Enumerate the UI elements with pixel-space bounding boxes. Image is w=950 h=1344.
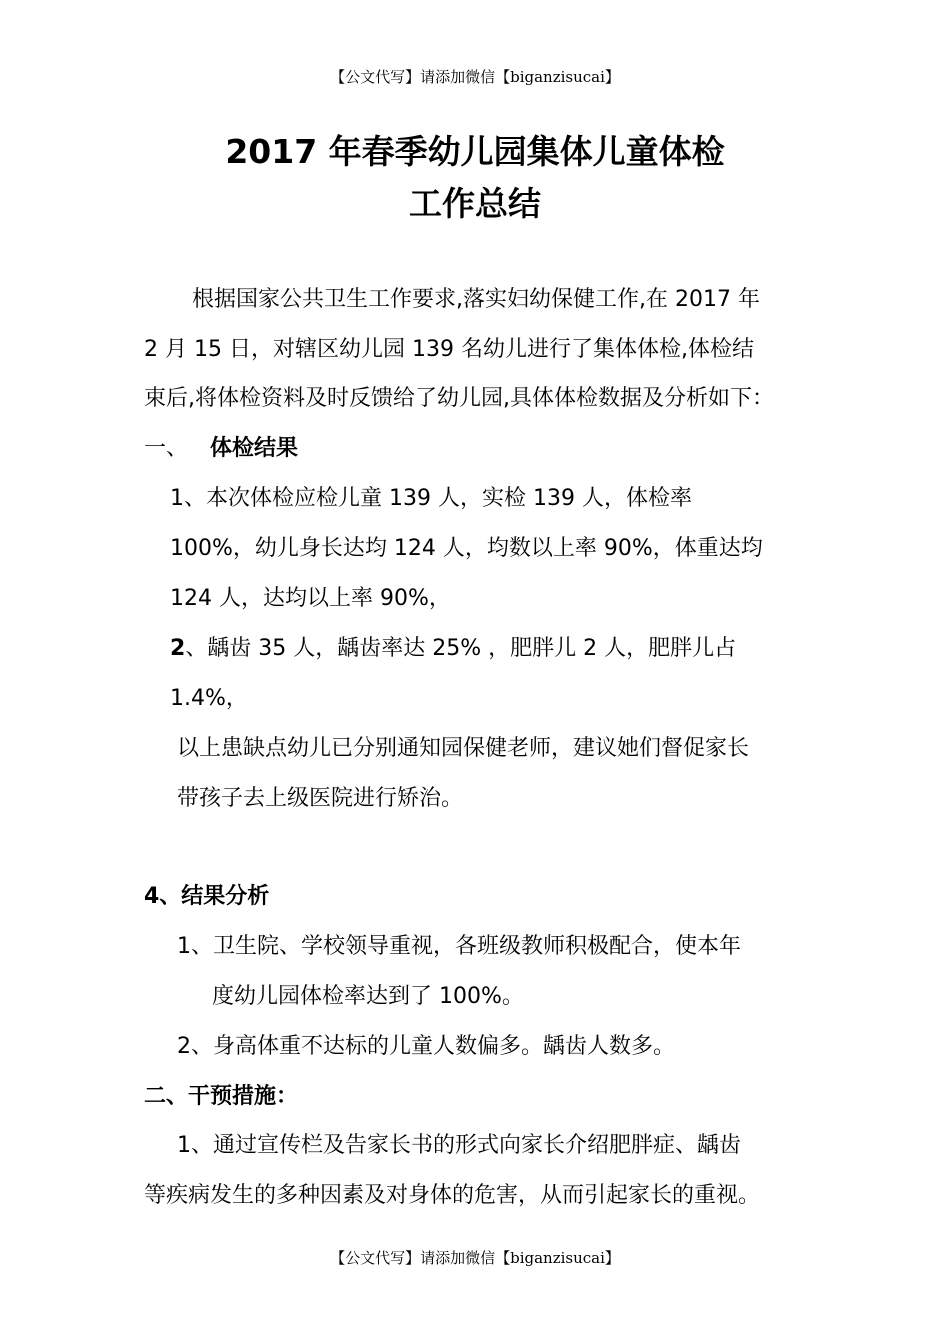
section-1-item-1-line-1: 1、本次体检应检儿童 139 人，实检 139 人，体检率 <box>170 486 692 511</box>
section-4-item-1-line-2: 度幼儿园体检率达到了 100%。 <box>212 984 524 1009</box>
section-1-item-2-text: 、龋齿 35 人，龋齿率达 25% ，肥胖儿 2 人，肥胖儿占 <box>185 636 737 661</box>
section-4-item-1-line-1: 1、卫生院、学校领导重视，各班级教师积极配合，使本年 <box>177 934 741 959</box>
intro-line-2: 2 月 15 日，对辖区幼儿园 139 名幼儿进行了集体体检,体检结 <box>144 337 754 362</box>
document-title-line-2: 工作总结 <box>409 184 541 223</box>
section-1-item-1-line-3: 124 人，达均以上率 90%， <box>170 586 451 611</box>
intro-line-1: 根据国家公共卫生工作要求,落实妇幼保健工作,在 2017 年 <box>192 287 760 312</box>
document-title-line-1: 2017 年春季幼儿园集体儿童体检 <box>225 132 725 171</box>
section-4-heading: 4、结果分析 <box>144 884 270 909</box>
section-4-item-2: 2、身高体重不达标的儿童人数偏多。龋齿人数多。 <box>177 1034 675 1059</box>
section-2-item-1-line-1: 1、通过宣传栏及告家长书的形式向家长介绍肥胖症、龋齿 <box>177 1133 741 1158</box>
section-2-heading: 二、干预措施： <box>144 1084 299 1109</box>
section-1-heading: 体检结果 <box>210 436 299 461</box>
section-1-item-1-line-2: 100%，幼儿身长达均 124 人，均数以上率 90%，体重达均 <box>170 536 763 561</box>
header-note: 【公文代写】请添加微信【biganzisucai】 <box>330 68 620 86</box>
section-1-note-line-1: 以上患缺点幼儿已分别通知园保健老师，建议她们督促家长 <box>177 736 750 761</box>
footer-note: 【公文代写】请添加微信【biganzisucai】 <box>330 1249 620 1267</box>
section-1-item-2-line-2: 1.4%， <box>170 686 248 711</box>
section-2-item-1-line-2: 等疾病发生的多种因素及对身体的危害，从而引起家长的重视。 <box>144 1183 761 1208</box>
section-1-item-2-number: 2 <box>170 636 186 661</box>
section-1-item-2-line-1 <box>170 633 736 665</box>
section-1-note-line-2: 带孩子去上级医院进行矫治。 <box>177 786 464 811</box>
intro-line-3: 束后,将体检资料及时反馈给了幼儿园,具体体检数据及分析如下： <box>144 386 774 411</box>
section-1-number: 一、 <box>144 436 189 461</box>
